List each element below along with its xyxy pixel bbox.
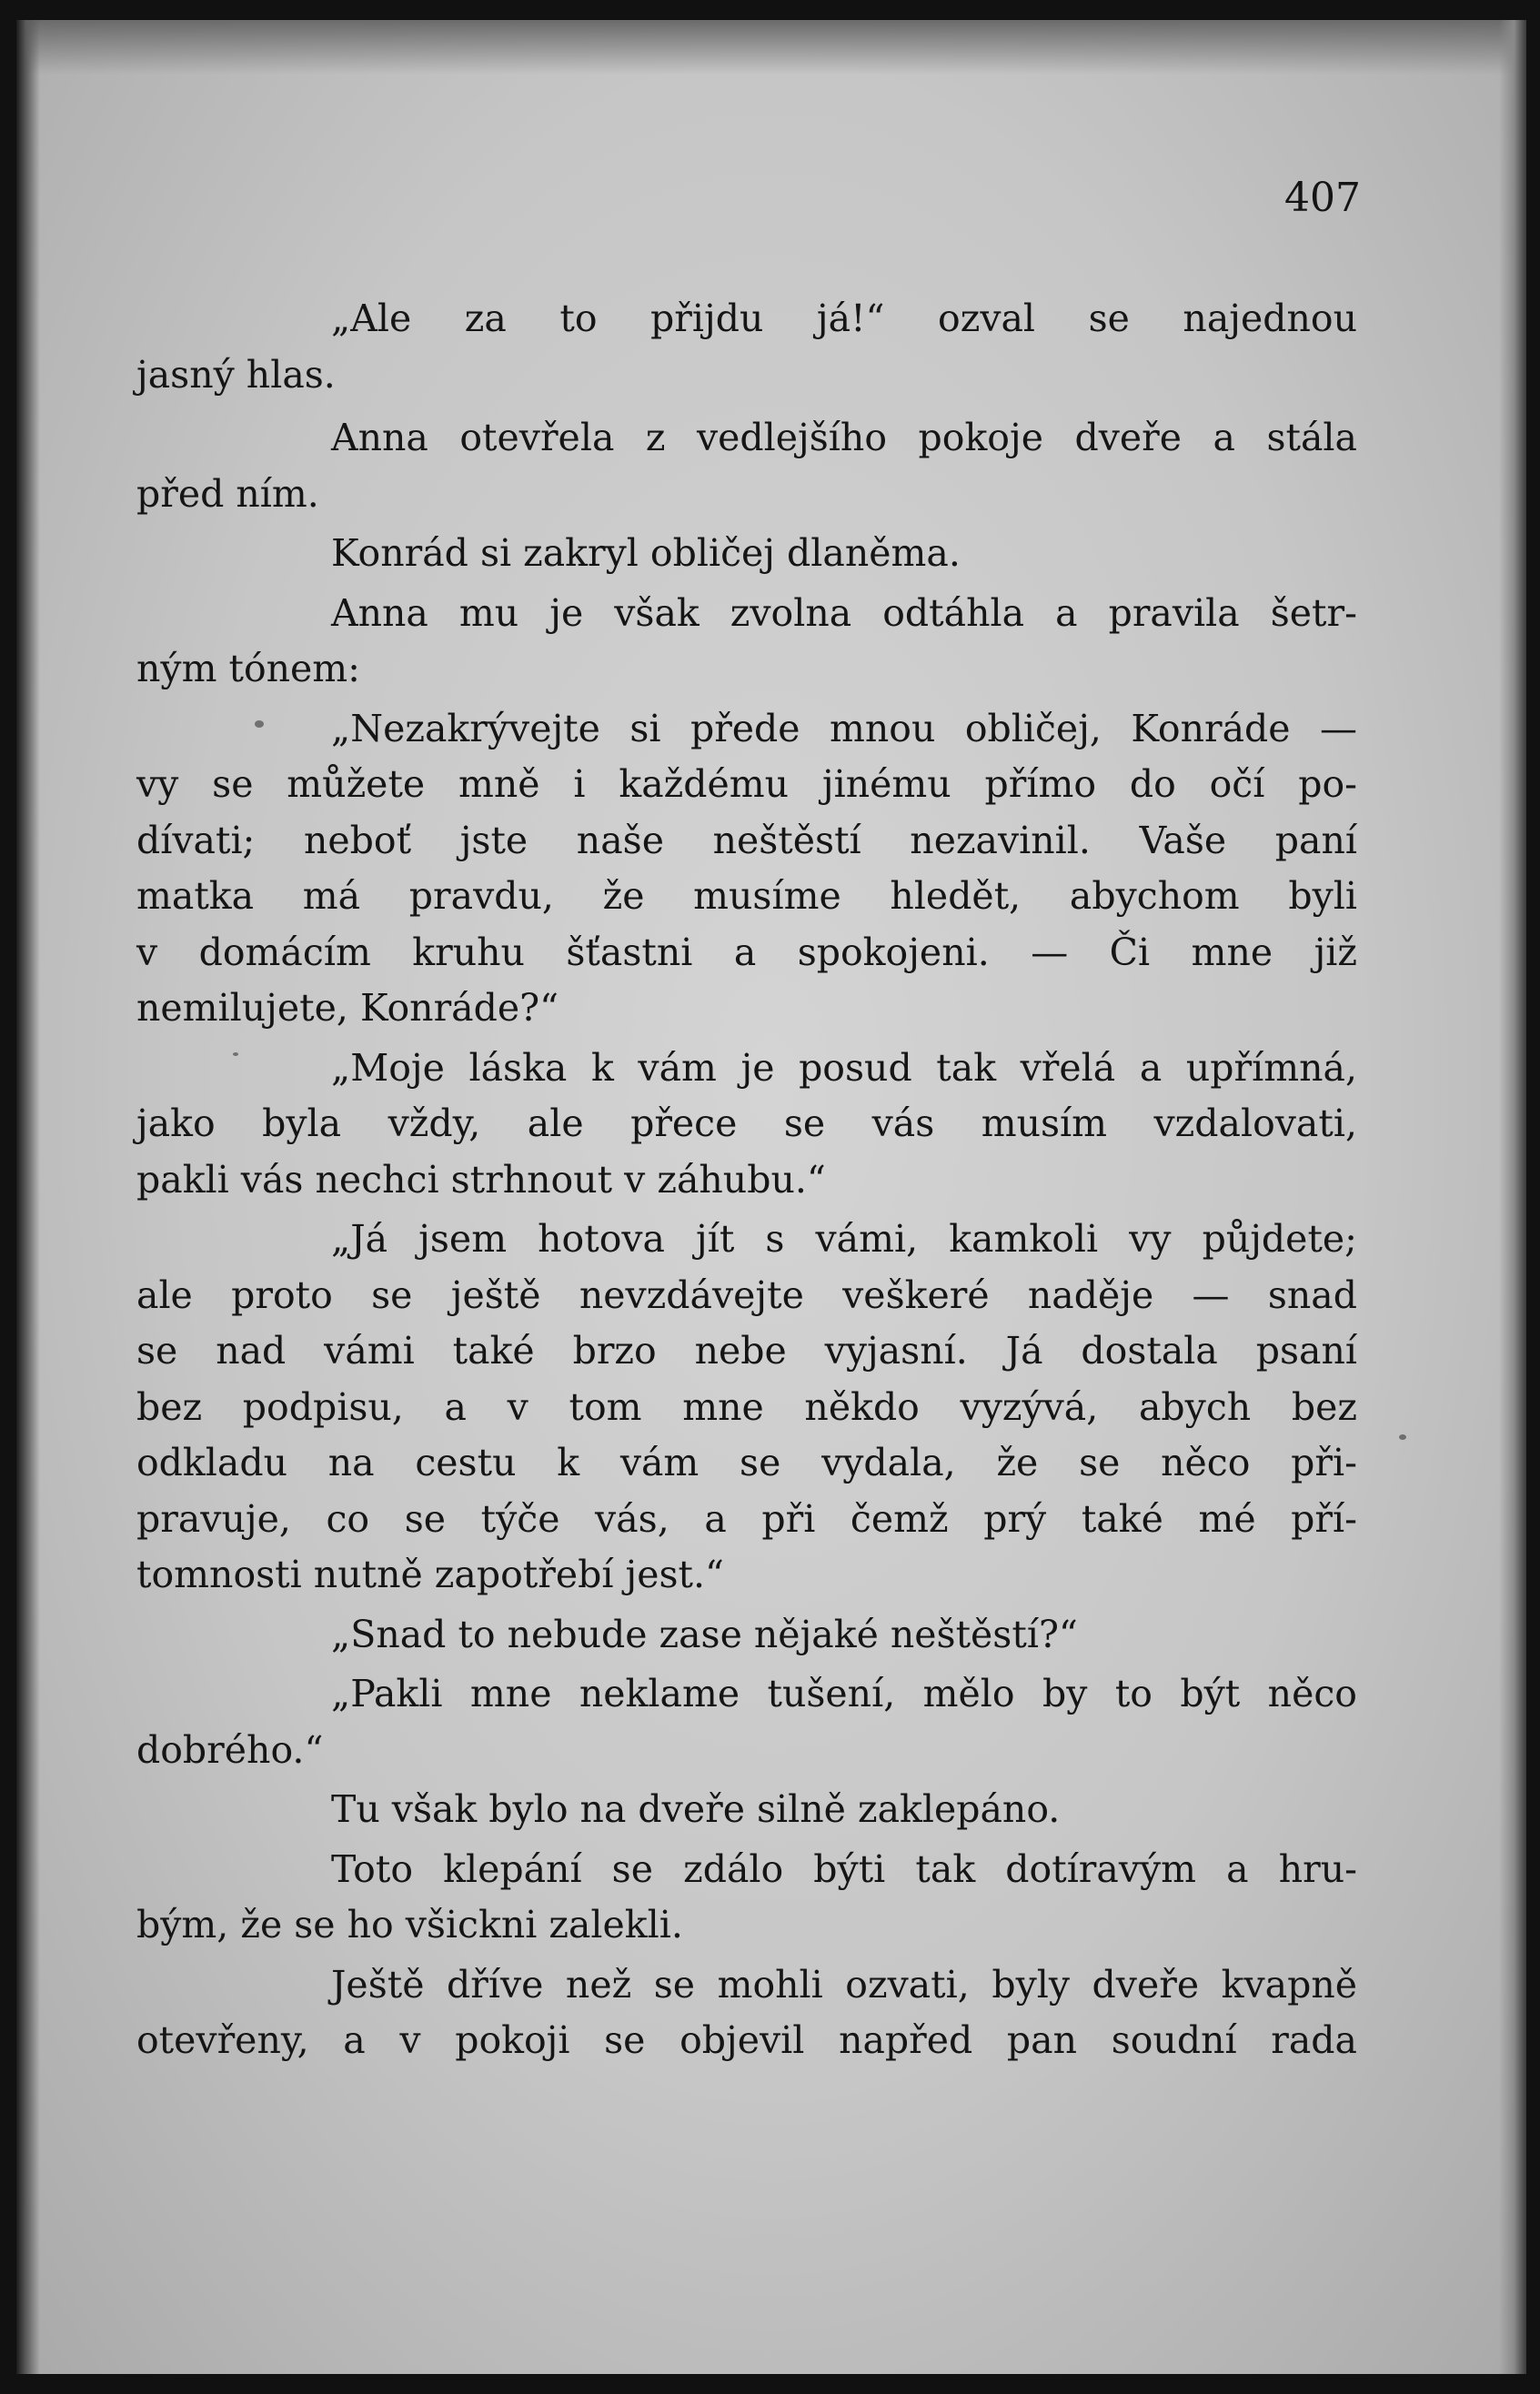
page-number: 407 <box>1284 175 1361 221</box>
page-right-edge-shadow <box>1499 20 1526 2374</box>
text-line: „Pakli mne neklame tušení, mělo by to být něco <box>331 1672 1357 1715</box>
text-line: Anna mu je však zvolna odtáhla a pravila šetr- <box>331 590 1357 635</box>
text-line: bým, že se ho všickni zalekli. <box>136 1903 683 1946</box>
text-line: pravuje, co se týče vás, a při čemž prý také mé pří- <box>136 1496 1357 1541</box>
text-line: Tu však bylo na dveře silně zaklepáno. <box>331 1787 1061 1831</box>
text-line: v domácím kruhu šťastni a spokojeni. — Či mne již <box>136 930 1357 974</box>
text-line: jako byla vždy, ale přece se vás musím vzdalovati, <box>136 1101 1357 1145</box>
text-line: „Já jsem hotova jít s vámi, kamkoli vy půjdete; <box>331 1217 1357 1261</box>
paragraph <box>136 410 1357 522</box>
text-line: Ještě dříve než se mohli ozvati, byly dveře kvapně <box>331 1962 1357 2007</box>
page-top-shadow <box>16 20 1526 75</box>
text-line: jasný hlas. <box>136 352 336 397</box>
text-line: dobrého.“ <box>136 1727 324 1772</box>
paragraph <box>136 1212 1357 1604</box>
text-line: tomnosti nutně zapotřebí jest.“ <box>136 1553 724 1596</box>
ink-speck <box>1399 1434 1406 1440</box>
text-line: vy se můžete mně i každému jinému přímo do očí po- <box>136 762 1357 806</box>
text-line: „Nezakrývejte si přede mnou obličej, Konráde — <box>331 706 1357 750</box>
text-line: Anna otevřela z vedlejšího pokoje dveře a stála <box>331 416 1357 459</box>
paragraph <box>220 1782 1357 1838</box>
text-line: Konrád si zakryl obličej dlaněma. <box>331 531 961 575</box>
paragraph <box>220 1607 1357 1664</box>
text-line: otevřeny, a v pokoji se objevil napřed pan soudní rada <box>136 2018 1357 2062</box>
body-text <box>136 291 1357 2073</box>
text-line: nemilujete, Konráde?“ <box>136 986 559 1030</box>
paragraph <box>136 1666 1357 1778</box>
page-left-binding-shadow <box>16 20 40 2374</box>
paragraph <box>136 1041 1357 1209</box>
text-line: „Snad to nebude zase nějaké neštěstí?“ <box>331 1612 1078 1656</box>
paragraph <box>136 1957 1357 2069</box>
text-line: ným tónem: <box>136 647 360 690</box>
text-line: odkladu na cestu k vám se vydala, že se něco při- <box>136 1441 1357 1484</box>
text-line: ale proto se ještě nevzdávejte veškeré naděje — snad <box>136 1272 1357 1317</box>
paragraph <box>136 701 1357 1037</box>
text-line: bez podpisu, a v tom mne někdo vyzývá, abych bez <box>136 1384 1357 1429</box>
text-line: „Moje láska k vám je posud tak vřelá a upřímná, <box>331 1045 1357 1090</box>
text-line: se nad vámi také brzo nebe vyjasní. Já dostala psaní <box>136 1329 1357 1373</box>
text-line: matka má pravdu, že musíme hledět, abychom byli <box>136 874 1357 918</box>
paragraph <box>220 526 1357 582</box>
text-line: pakli vás nechci strhnout v záhubu.“ <box>136 1157 826 1202</box>
text-line: dívati; neboť jste naše neštěstí nezavinil. Vaše paní <box>136 818 1357 862</box>
paragraph <box>136 1842 1357 1954</box>
book-page <box>16 20 1526 2374</box>
text-line: Toto klepání se zdálo býti tak dotíravým a hru- <box>331 1846 1357 1891</box>
paragraph <box>136 291 1357 403</box>
text-line: „Ale za to přijdu já!“ ozval se najednou <box>331 297 1357 340</box>
text-line: před ním. <box>136 471 319 516</box>
paragraph <box>136 586 1357 698</box>
